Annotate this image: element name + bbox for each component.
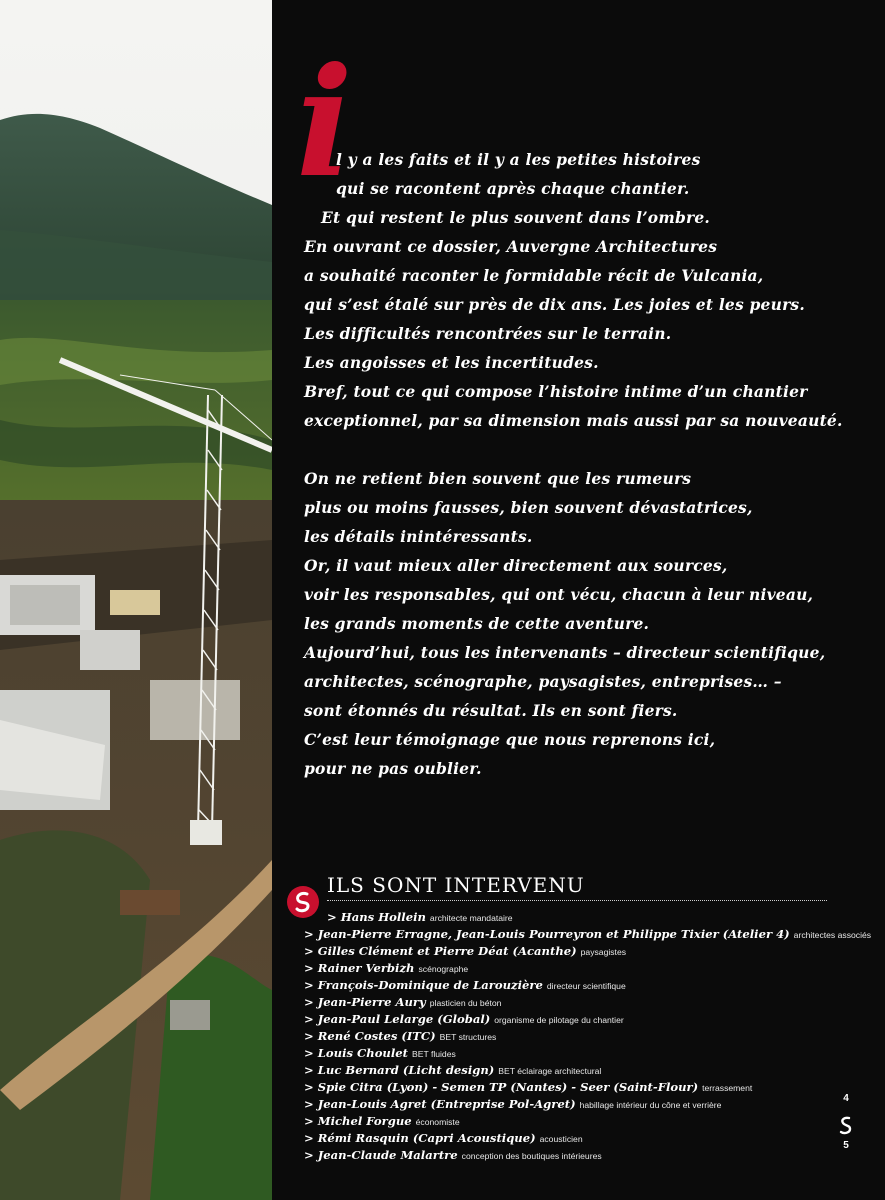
intro-line: exceptionnel, par sa dimension mais aussi par sa nouveauté. [304,411,843,430]
credit-item [304,1097,721,1111]
credit-role: architecte mandataire [429,913,513,923]
page-number-right: 5 [843,1140,849,1151]
intro-line: l y a les faits et il y a les petites histoires [336,150,701,169]
credit-role: acousticien [539,1134,583,1144]
credits-title: ILS SONT INTERVENU [327,873,585,897]
credit-item [304,927,871,941]
credit-item [304,995,501,1009]
credit-name: > Luc Bernard (Licht design) [304,1063,495,1077]
intro-line: architectes, scénographe, paysagistes, entreprises… – [304,672,782,691]
intro-line: les grands moments de cette aventure. [304,614,650,633]
credit-name: > Hans Hollein [327,910,426,924]
credit-role: conception des boutiques intérieures [461,1151,602,1161]
credit-item [327,910,513,924]
intro-line: Et qui restent le plus souvent dans l’ombre. [321,208,711,227]
intro-line: Bref, tout ce qui compose l’histoire intime d’un chantier [304,382,808,401]
credit-role: organisme de pilotage du chantier [494,1015,624,1025]
intro-line: a souhaité raconter le formidable récit de Vulcania, [304,266,764,285]
credit-name: > Spie Citra (Lyon) - Semen TP (Nantes) - Seer (Saint-Flour) [304,1080,699,1094]
intro-line: qui s’est étalé sur près de dix ans. Les joies et les peurs. [304,295,805,314]
intro-line: Les difficultés rencontrées sur le terrain. [304,324,672,343]
credit-name: > Gilles Clément et Pierre Déat (Acanthe) [304,944,577,958]
credit-item [304,961,468,975]
credit-item [304,1063,601,1077]
credit-name: > Jean-Claude Malartre [304,1148,458,1162]
credit-name: > René Costes (ITC) [304,1029,436,1043]
credit-name: > Michel Forgue [304,1114,412,1128]
credit-role: habillage intérieur du cône et verrière [579,1100,722,1110]
intro-line: En ouvrant ce dossier, Auvergne Architectures [304,237,718,256]
credit-role: plasticien du béton [429,998,502,1008]
credit-role: scénographe [418,964,469,974]
credit-role: BET fluides [412,1049,456,1059]
credit-name: > Jean-Pierre Aury [304,995,426,1009]
credit-name: > Jean-Louis Agret (Entreprise Pol-Agret) [304,1097,576,1111]
credit-item [304,944,626,958]
intro-line: Or, il vaut mieux aller directement aux sources, [304,556,728,575]
intro-line: les détails inintéressants. [304,527,533,546]
intro-line: pour ne pas oublier. [304,759,482,778]
credit-name: > Jean-Pierre Erragne, Jean-Louis Pourreyron et Philippe Tixier (Atelier 4) [304,927,790,941]
credit-item [304,1148,602,1162]
credit-name: > François-Dominique de Larouzière [304,978,543,992]
drop-cap-letter: i [296,35,353,211]
credit-name: > Rainer Verbizh [304,961,415,975]
credit-role: économiste [415,1117,460,1127]
credit-item [304,1046,456,1060]
credit-item [304,1029,496,1043]
vulcania-logo-icon [287,886,319,918]
intro-line: qui se racontent après chaque chantier. [336,179,690,198]
credit-name: > Rémi Rasquin (Capri Acoustique) [304,1131,536,1145]
credit-item [304,1131,583,1145]
credits-divider [327,900,827,901]
intro-line: sont étonnés du résultat. Ils en sont fiers. [304,701,678,720]
credit-role: BET éclairage architectural [498,1066,602,1076]
intro-line: C’est leur témoignage que nous reprenons ici, [304,730,716,749]
intro-line: On ne retient bien souvent que les rumeurs [304,469,692,488]
intro-line: Les angoisses et les incertitudes. [304,353,599,372]
credit-item [304,1114,460,1128]
credit-role: architectes associés [793,930,872,940]
intro-line: plus ou moins fausses, bien souvent dévastatrices, [304,498,753,517]
credit-role: terrassement [702,1083,753,1093]
credit-role: paysagistes [580,947,627,957]
credit-item [304,978,626,992]
intro-line: Aujourd’hui, tous les intervenants – directeur scientifique, [304,643,826,662]
credit-role: directeur scientifique [546,981,626,991]
credit-item [304,1080,752,1094]
credit-role: BET structures [439,1032,497,1042]
credit-name: > Louis Choulet [304,1046,408,1060]
intro-line: voir les responsables, qui ont vécu, chacun à leur niveau, [304,585,814,604]
credit-name: > Jean-Paul Lelarge (Global) [304,1012,491,1026]
page-number-left: 4 [843,1093,849,1104]
vulcania-small-logo-icon [837,1115,855,1137]
credit-item [304,1012,624,1026]
